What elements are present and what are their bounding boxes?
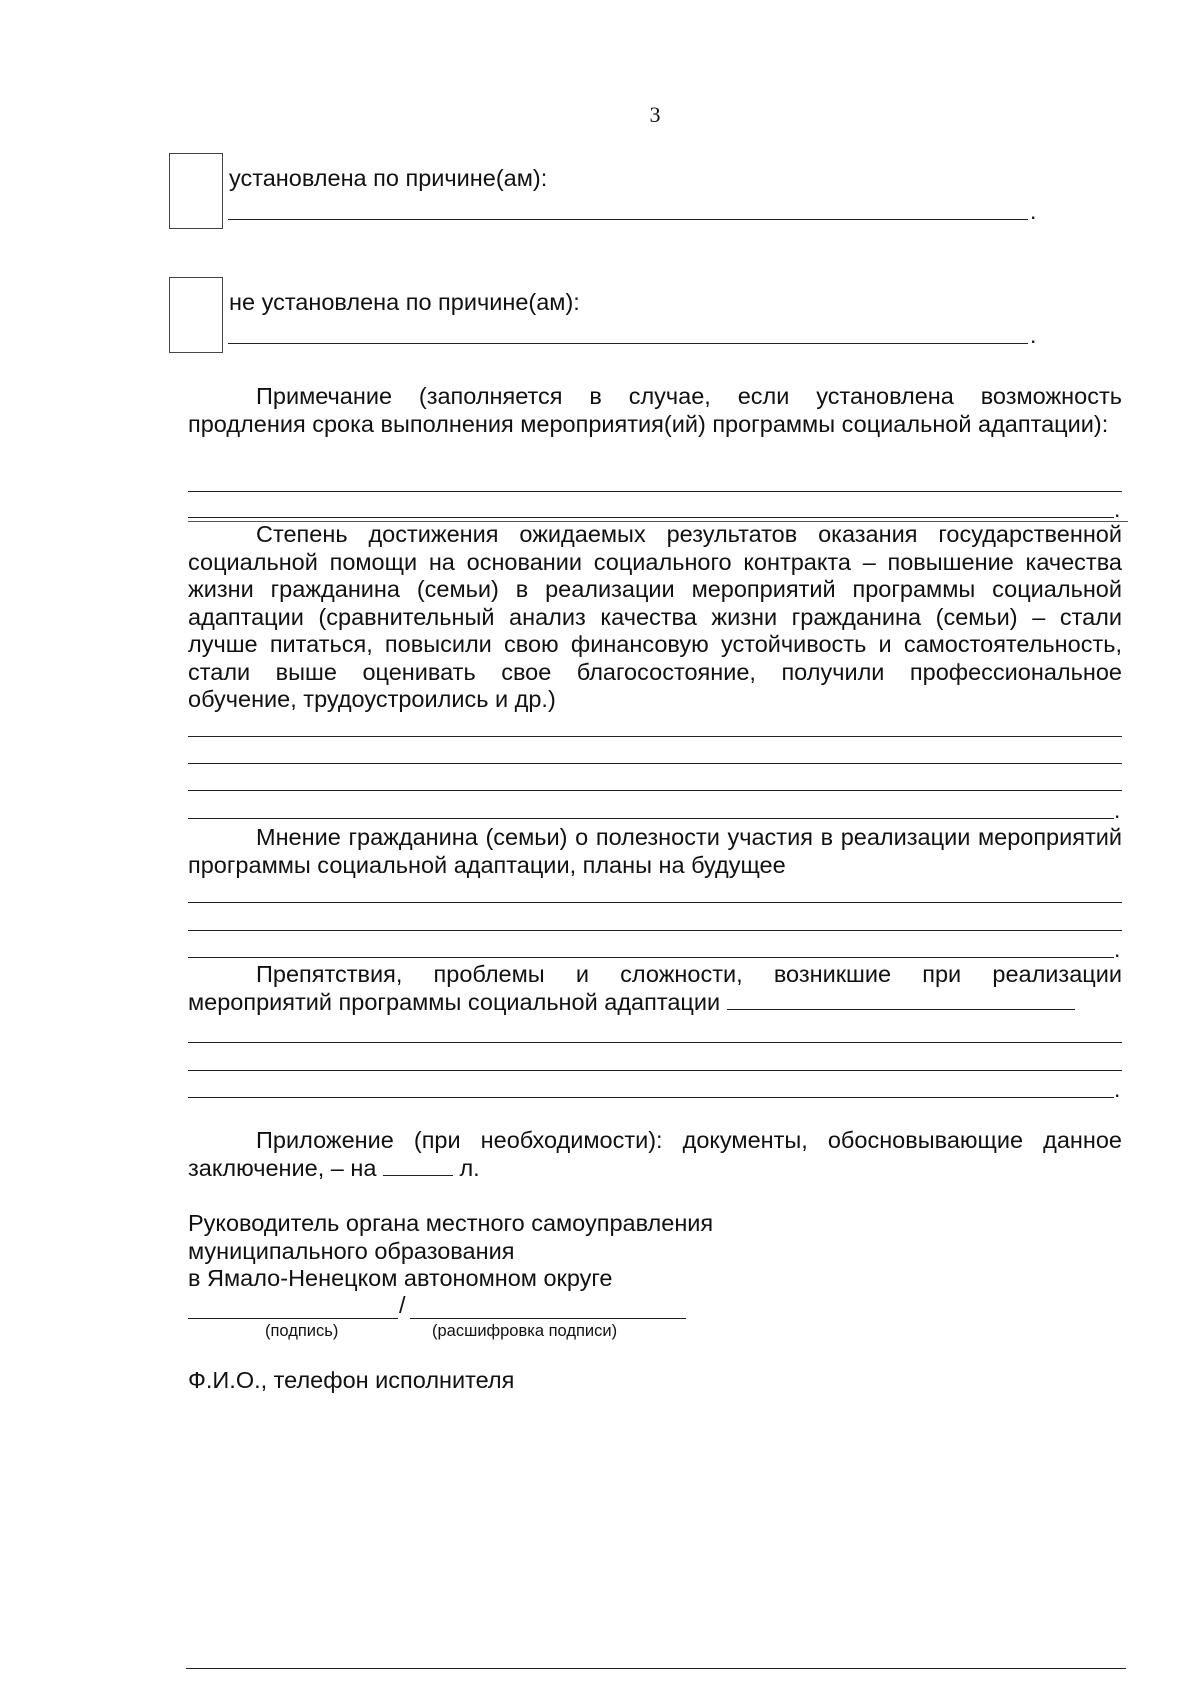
not-established-period: . <box>1030 322 1037 348</box>
opinion-period: . <box>1114 936 1121 962</box>
opinion-line-2[interactable] <box>188 930 1122 931</box>
footer-rule <box>186 1668 1126 1669</box>
opinion-paragraph: Мнение гражданина (семьи) о полезности участия в реализации мероприятий программы социальной адаптации, планы на будущее <box>188 824 1122 878</box>
note-period: . <box>1114 496 1121 522</box>
established-checkbox[interactable] <box>169 153 223 229</box>
signature-caption: (подпись) <box>265 1322 339 1340</box>
degree-line-3[interactable] <box>188 790 1122 791</box>
signature-decode-caption: (расшифровка подписи) <box>432 1322 618 1340</box>
signature-line[interactable] <box>188 1318 398 1319</box>
appendix-text: Приложение (при необходимости): документы, обосновывающие данное заключение, – на <box>188 1127 1122 1181</box>
not-established-reason-line[interactable] <box>228 343 1028 344</box>
note-line-2[interactable] <box>188 517 1114 518</box>
degree-line-4[interactable] <box>188 818 1114 819</box>
degree-line-2[interactable] <box>188 763 1122 764</box>
signer-title-line-2: муниципального образования <box>188 1238 515 1264</box>
degree-period: . <box>1114 797 1121 823</box>
obstacles-line-2[interactable] <box>188 1070 1122 1071</box>
established-label: установлена по причине(ам): <box>229 165 548 191</box>
note-paragraph: Примечание (заполняется в случае, если установлена возможность продления срока выполнения мероприятия(ий) программы социальной адаптации): <box>188 383 1122 437</box>
obstacles-line-3[interactable] <box>188 1097 1114 1098</box>
signature-slash: / <box>399 1292 406 1318</box>
obstacles-paragraph <box>188 961 1122 1016</box>
signature-decode-line[interactable] <box>410 1318 686 1319</box>
appendix-paragraph <box>188 1127 1122 1182</box>
signer-title-line-3: в Ямало-Ненецком автономном округе <box>188 1265 613 1291</box>
not-established-label: не установлена по причине(ам): <box>229 289 580 315</box>
opinion-line-1[interactable] <box>188 902 1122 903</box>
appendix-pages-blank[interactable] <box>383 1155 453 1176</box>
established-reason-line[interactable] <box>228 219 1028 220</box>
executor-label: Ф.И.О., телефон исполнителя <box>188 1367 515 1393</box>
obstacles-text: Препятствия, проблемы и сложности, возникшие при реализации мероприятий программы социальной адаптации <box>188 961 1122 1015</box>
page-number: 3 <box>649 102 661 127</box>
note-line-1[interactable] <box>188 491 1122 492</box>
obstacles-line-1[interactable] <box>188 1042 1122 1043</box>
obstacles-period: . <box>1114 1076 1121 1102</box>
not-established-checkbox[interactable] <box>169 277 223 353</box>
degree-paragraph: Степень достижения ожидаемых результатов оказания государственной социальной помощи на основании социального контракта – повышение качества жизни гражданина (семьи) в реализации мероприятий программы социальной адаптации (сравнительный анализ качества жизни гражданина (семьи) – стали лучше питаться, повысили свою финансовую устойчивость и самостоятельность, стали выше оценивать свое благосостояние, получили профессиональное обучение, трудоустроились и др.) <box>188 521 1122 712</box>
appendix-unit: л. <box>459 1154 480 1181</box>
established-period: . <box>1030 198 1037 224</box>
opinion-line-3[interactable] <box>188 957 1114 958</box>
obstacles-inline-blank[interactable] <box>727 989 1075 1010</box>
signer-title-line-1: Руководитель органа местного самоуправления <box>188 1210 714 1236</box>
degree-line-1[interactable] <box>188 736 1122 737</box>
